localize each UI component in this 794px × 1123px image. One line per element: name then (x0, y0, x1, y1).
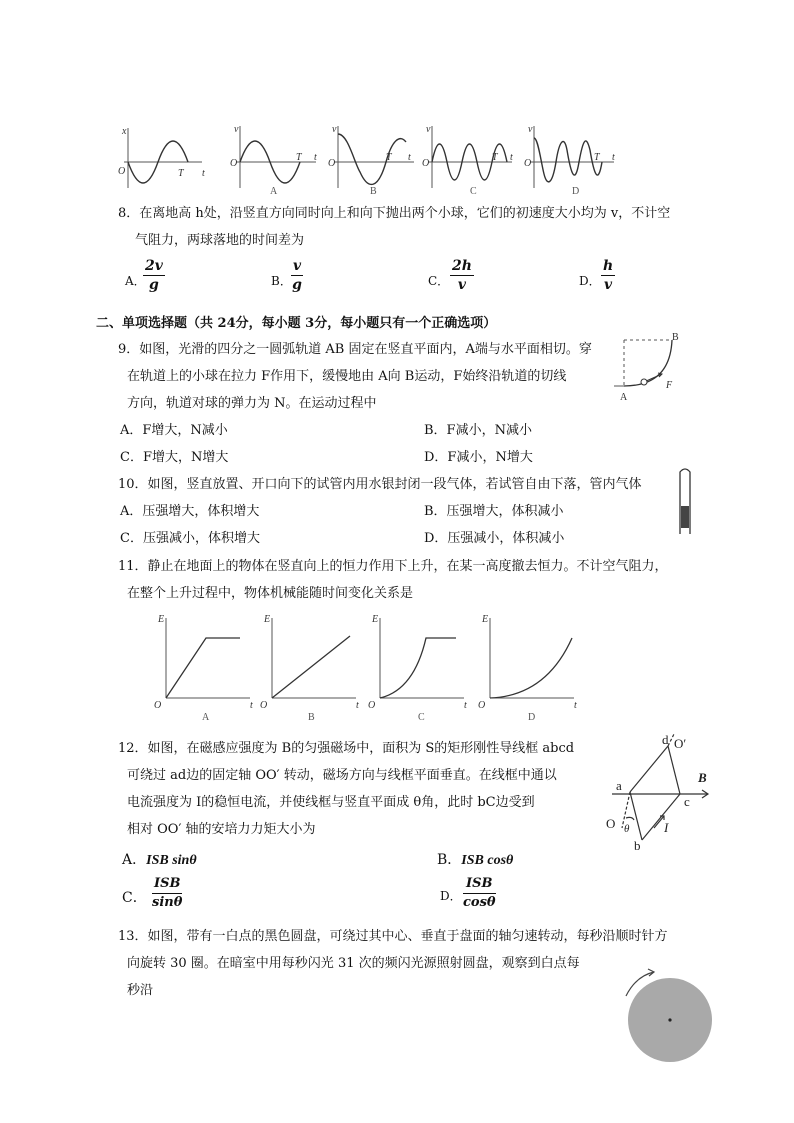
wave-origin-0: O (118, 166, 126, 177)
q12-option-d-fraction (463, 876, 496, 912)
q9-arc-track-figure (614, 330, 686, 406)
q12-option-d-den: cosθ (463, 895, 496, 910)
q10-option-a: A．压强增大，体积增大 (120, 504, 260, 519)
q11-label-b: B (308, 712, 315, 723)
wave-axis-v-a: v (234, 124, 239, 135)
wave-axis-v-b: v (332, 124, 337, 135)
q12-option-c-num: ISB (152, 876, 182, 894)
wave-t-c: t (510, 152, 513, 163)
q10-option-b: B．压强增大，体积减小 (424, 504, 564, 519)
q11-origin-a: O (154, 700, 162, 711)
q11-label-a: A (202, 712, 210, 723)
q8-option-c-den: v (457, 277, 467, 293)
wave-t-b: t (408, 152, 411, 163)
q12-option-c-label: C． (122, 890, 147, 906)
q13-stem-line2: 向旋转 30 圈。在暗室中用每秒闪光 31 次的频闪光源照射圆盘，观察到白点每 (127, 956, 580, 971)
wave-origin-c: O (422, 158, 430, 169)
q9-stem-line2: 在轨道上的小球在拉力 F作用下，缓慢地由 A向 B运动，F始终沿轨道的切线 (127, 369, 567, 384)
q8-option-b-num: v (293, 258, 302, 274)
wave-label-d: D (572, 186, 580, 197)
q12-fig-o1: O′ (674, 736, 687, 751)
q8-option-d-fraction (601, 258, 615, 294)
q12-fig-a: a (616, 778, 622, 793)
q12-stem-line2: 可绕过 ad边的固定轴 OO′ 转动，磁场方向与线框平面垂直。在线框中通以 (127, 768, 557, 783)
q13-stem-line1: 13．如图，带有一白点的黑色圆盘，可绕过其中心、垂直于盘面的轴匀速转动，每秒沿顺时针方 (118, 929, 668, 944)
q9-option-a: A．F增大，N减小 (120, 423, 228, 438)
wave-label-c: C (470, 186, 477, 197)
q8-option-d-label: D． (579, 274, 601, 288)
wave-t-0: t (202, 168, 205, 179)
q9-stem-line1: 9．如图，光滑的四分之一圆弧轨道 AB 固定在竖直平面内，A端与水平面相切。穿 (118, 342, 592, 357)
q12-coil-figure (604, 734, 716, 852)
q11-label-c: C (418, 712, 425, 723)
wave-label-a: A (270, 186, 278, 197)
q11-axis-t-d: t (574, 700, 577, 711)
wave-T-c: T (492, 152, 498, 163)
q11-label-d: D (528, 712, 536, 723)
q12-option-d-num: ISB (463, 876, 496, 894)
q8-option-a-den: g (149, 277, 159, 293)
wave-axis-x: x (122, 126, 127, 137)
q12-stem-line3: 电流强度为 I的稳恒电流，并使线框与竖直平面成 θ角，此时 bC边受到 (127, 795, 535, 810)
q8-option-a-num: 2v (145, 258, 163, 274)
q12-option-c-fraction (152, 876, 182, 912)
q12-fig-c: c (684, 794, 690, 809)
q12-option-b (437, 849, 513, 869)
q12-fig-o: O (606, 816, 616, 831)
q12-option-d-label: D． (440, 889, 462, 903)
wave-axis-v-d: v (528, 124, 533, 135)
q10-stem-line1: 10．如图，竖直放置、开口向下的试管内用水银封闭一段气体，若试管自由下落，管内气体 (118, 477, 642, 492)
q12-fig-b: b (634, 838, 641, 852)
wave-T-0: T (178, 168, 184, 179)
q8-option-b-label: B． (271, 274, 292, 288)
q8-stem-line1: 8．在离地高 h处，沿竖直方向同时向上和向下抛出两个小球，它们的初速度大小均为 v，不计空 (118, 206, 671, 221)
q11-axis-e-d: E (482, 614, 489, 625)
wave-graphs-figure (116, 120, 626, 198)
q12-fig-theta: θ (624, 823, 630, 835)
q12-option-a-expr: ISB sinθ (146, 853, 197, 868)
q11-energy-graphs-figure (150, 610, 590, 725)
q11-axis-e-a: E (158, 614, 165, 625)
q10-test-tube-figure (676, 466, 694, 538)
q9-option-c: C．F增大，N增大 (120, 450, 229, 465)
q12-fig-d: d (662, 734, 669, 747)
wave-t-d: t (612, 152, 615, 163)
q9-stem-line3: 方向，轨道对球的弹力为 N。在运动过程中 (127, 396, 377, 411)
q8-option-c-num: 2h (452, 258, 472, 274)
q11-axis-e-b: E (264, 614, 271, 625)
q10-option-d: D．压强减小，体积减小 (424, 531, 565, 546)
q12-fig-i: I (664, 820, 669, 835)
q8-option-a-fraction (143, 258, 165, 294)
q8-option-d-den: v (604, 277, 613, 293)
q8-option-a-label: A． (125, 274, 146, 288)
q8-option-b-fraction (291, 258, 303, 294)
q11-origin-d: O (478, 700, 486, 711)
q9-fig-label-f: F (666, 380, 673, 391)
q13-stem-line3: 秒沿 (127, 983, 154, 998)
q12-option-a (122, 849, 197, 869)
q11-origin-b: O (260, 700, 268, 711)
q9-option-d: D．F减小，N增大 (424, 450, 533, 465)
q12-option-b-expr: ISB cosθ (461, 853, 514, 868)
q11-origin-c: O (368, 700, 376, 711)
q11-axis-t-a: t (250, 700, 253, 711)
wave-T-a: T (296, 152, 302, 163)
wave-t-a: t (314, 152, 317, 163)
q12-stem-line4: 相对 OO′ 轴的安培力力矩大小为 (127, 822, 316, 837)
wave-origin-a: O (230, 158, 238, 169)
q10-option-c: C．压强减小，体积增大 (120, 531, 260, 546)
wave-label-b: B (370, 186, 377, 197)
q12-option-a-label: A． (122, 852, 147, 868)
wave-axis-v-c: v (426, 124, 431, 135)
q12-option-b-label: B． (437, 852, 462, 868)
q11-axis-e-c: E (372, 614, 379, 625)
q11-axis-t-c: t (464, 700, 467, 711)
q9-option-b: B．F减小，N减小 (424, 423, 532, 438)
q11-axis-t-b: t (356, 700, 359, 711)
q9-fig-label-a: A (620, 392, 628, 403)
q8-option-d-num: h (603, 258, 614, 274)
q8-option-c-label: C． (428, 274, 450, 288)
q12-option-c-den: sinθ (152, 895, 183, 910)
q9-fig-label-b: B (672, 332, 679, 343)
q8-option-b-den: g (292, 277, 302, 293)
wave-origin-d: O (524, 158, 532, 169)
q8-stem-line2: 气阻力，两球落地的时间差为 (135, 233, 305, 248)
wave-origin-b: O (328, 158, 336, 169)
section-2-heading: 二、单项选择题（共 24分，每小题 3分，每小题只有一个正确选项） (96, 316, 497, 331)
q11-stem-line1: 11．静止在地面上的物体在竖直向上的恒力作用下上升，在某一高度撤去恒力。不计空气阻力， (118, 559, 668, 574)
q12-stem-line1: 12．如图，在磁感应强度为 B的匀强磁场中，面积为 S的矩形刚性导线框 abcd (118, 741, 575, 756)
q13-disc-figure (618, 966, 714, 1066)
q8-option-c-fraction (450, 258, 474, 294)
q11-stem-line2: 在整个上升过程中，物体机械能随时间变化关系是 (127, 586, 414, 601)
q12-fig-b-field: B (698, 770, 707, 785)
wave-T-d: T (594, 152, 600, 163)
wave-T-b: T (386, 152, 392, 163)
